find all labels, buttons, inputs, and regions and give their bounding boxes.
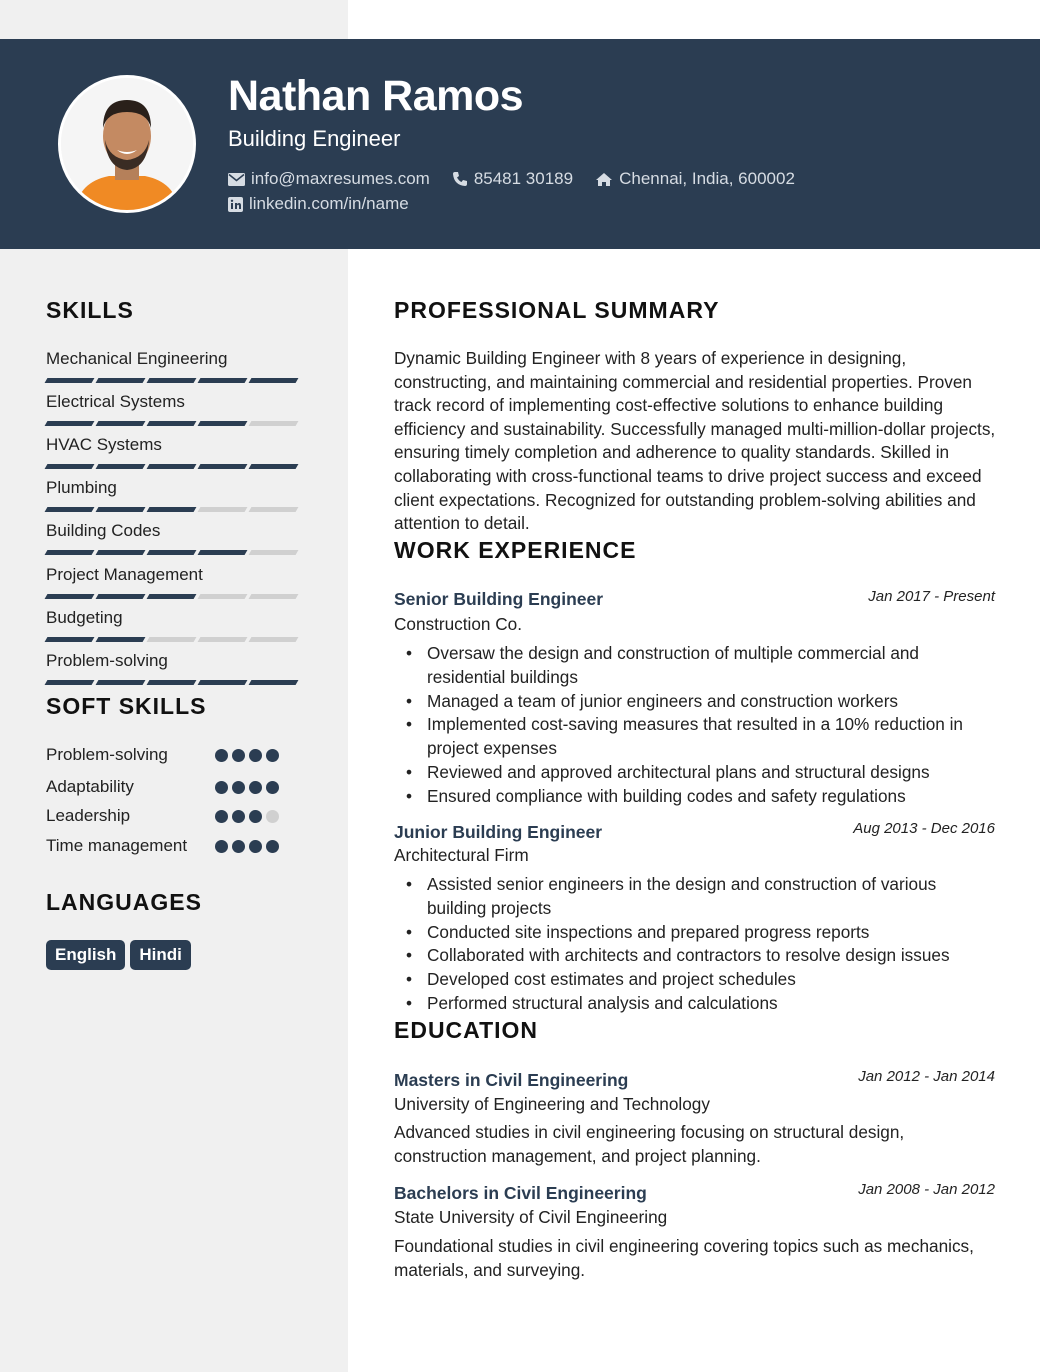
resume-header: [0, 39, 1040, 249]
job-bullet: • Managed a team of junior engineers and construction workers: [394, 690, 996, 714]
skill-level-bar: [46, 464, 302, 469]
soft-skill-name: Leadership: [46, 806, 131, 825]
skill-level-bar: [46, 507, 302, 512]
email-text: info@maxresumes.com: [251, 169, 430, 188]
language-tag: Hindi: [130, 940, 191, 970]
job-bullet: • Implemented cost-saving measures that resulted in a 10% reduction in project expenses: [394, 713, 996, 761]
rating-dot-empty: [266, 810, 279, 823]
skill-level-segment-filled: [45, 680, 95, 685]
skill-level-bar: [46, 594, 302, 599]
education-heading: EDUCATION: [394, 1017, 539, 1043]
candidate-name: Nathan Ramos: [228, 72, 524, 120]
rating-dot-filled: [215, 810, 228, 823]
linkedin-text: linkedin.com/in/name: [249, 194, 409, 213]
skill-level-segment-empty: [198, 637, 248, 642]
skill-name: Electrical Systems: [46, 392, 185, 411]
skill-level-segment-filled: [147, 464, 197, 469]
phone-text: 85481 30189: [473, 169, 574, 188]
skill-level-segment-empty: [249, 637, 299, 642]
degree-description: Foundational studies in civil engineering covering topics such as mechanics, materials, and surveying.: [394, 1236, 974, 1280]
skill-level-segment-filled: [249, 378, 299, 383]
skill-level-segment-filled: [96, 507, 146, 512]
rating-dot-filled: [215, 749, 228, 762]
skill-level-bar: [46, 550, 302, 555]
skill-level-segment-empty: [147, 637, 197, 642]
skill-level-segment-filled: [96, 680, 146, 685]
job-bullet: • Ensured compliance with building codes and safety regulations: [394, 785, 996, 809]
contact-phone[interactable]: [452, 169, 573, 189]
soft-skill-rating: [215, 840, 283, 853]
contact-row: [228, 169, 817, 189]
languages-heading: LANGUAGES: [46, 889, 202, 915]
skill-level-segment-filled: [249, 680, 299, 685]
summary-text: Dynamic Building Engineer with 8 years of experience in designing, constructing, and maintaining commercial and residential properties. Proven track record of implementing cost-effective solutions to enhance building efficiency and sustainability. Successfully managed multi-million-dollar projects, ensuring timely completion and adherence to quality standards. Skilled in collaborating with cross-functional teams to drive project success and exceed client expectations. Recognized for outstanding problem-solving abilities and attention to detail.: [394, 348, 996, 534]
soft-skill-name: Problem-solving: [46, 745, 168, 764]
degree-description: Advanced studies in civil engineering focusing on structural design, construction management, and project planning.: [394, 1122, 905, 1166]
skill-name: Project Management: [46, 565, 203, 584]
contact-email[interactable]: [228, 169, 430, 189]
skill-level-segment-filled: [147, 550, 197, 555]
skill-level-segment-filled: [147, 507, 197, 512]
job-bullet: • Developed cost estimates and project schedules: [394, 968, 996, 992]
skill-name: Plumbing: [46, 478, 117, 497]
skill-level-segment-filled: [198, 464, 248, 469]
skill-level-segment-filled: [96, 421, 146, 426]
job-bullet: • Assisted senior engineers in the design and construction of various building projects: [394, 873, 996, 921]
summary-heading: PROFESSIONAL SUMMARY: [394, 297, 720, 323]
rating-dot-filled: [249, 749, 262, 762]
school-name: University of Engineering and Technology: [394, 1094, 710, 1114]
soft-skill-rating: [215, 781, 283, 794]
skill-item: [46, 565, 302, 599]
skill-name: Budgeting: [46, 608, 123, 627]
job-title: Junior Building Engineer: [394, 822, 603, 842]
job-dates: Aug 2013 - Dec 2016: [853, 820, 995, 837]
linkedin-row: [228, 194, 431, 214]
language-tag: English: [46, 940, 125, 970]
experience-heading: WORK EXPERIENCE: [394, 537, 637, 563]
rating-dot-filled: [232, 810, 245, 823]
rating-dot-filled: [266, 840, 279, 853]
phone-icon: [452, 171, 468, 187]
skill-level-segment-filled: [45, 464, 95, 469]
skill-level-segment-filled: [45, 594, 95, 599]
skill-level-segment-filled: [198, 680, 248, 685]
skill-level-segment-filled: [147, 421, 197, 426]
skill-level-segment-empty: [198, 594, 248, 599]
language-tags: [46, 940, 196, 970]
skill-level-bar: [46, 421, 302, 426]
rating-dot-filled: [232, 781, 245, 794]
skill-level-segment-filled: [96, 637, 146, 642]
profile-photo: [61, 78, 193, 210]
skill-level-segment-filled: [96, 594, 146, 599]
contact-linkedin[interactable]: [228, 194, 409, 214]
job-bullet: • Performed structural analysis and calculations: [394, 992, 996, 1016]
job-bullets: [394, 642, 996, 809]
skill-name: Problem-solving: [46, 651, 168, 670]
avatar: [58, 75, 196, 213]
skill-level-segment-filled: [45, 637, 95, 642]
skill-name: Mechanical Engineering: [46, 349, 228, 368]
skill-level-segment-filled: [147, 378, 197, 383]
soft-skill-rating: [215, 810, 283, 823]
envelope-icon: [228, 173, 245, 186]
skill-level-segment-filled: [96, 550, 146, 555]
degree-dates: Jan 2012 - Jan 2014: [858, 1068, 995, 1085]
degree-title: Bachelors in Civil Engineering: [394, 1183, 647, 1203]
skill-level-segment-empty: [249, 594, 299, 599]
skill-name: HVAC Systems: [46, 435, 162, 454]
skill-level-segment-filled: [198, 550, 248, 555]
degree-title: Masters in Civil Engineering: [394, 1070, 629, 1090]
skill-level-segment-filled: [147, 594, 197, 599]
contact-location: [595, 169, 795, 189]
skill-level-bar: [46, 680, 302, 685]
job-bullet: • Reviewed and approved architectural plans and structural designs: [394, 761, 996, 785]
soft-skill-name: Adaptability: [46, 777, 134, 796]
skill-level-segment-filled: [96, 378, 146, 383]
candidate-title: Building Engineer: [228, 126, 401, 151]
school-name: State University of Civil Engineering: [394, 1207, 668, 1227]
skill-level-bar: [46, 637, 302, 642]
skill-item: [46, 435, 302, 469]
skill-level-segment-empty: [249, 550, 299, 555]
soft-skill-rating: [215, 749, 283, 762]
skill-level-segment-filled: [45, 550, 95, 555]
skill-level-segment-filled: [96, 464, 146, 469]
home-icon: [595, 172, 613, 187]
skill-level-bar: [46, 378, 302, 383]
skill-level-segment-filled: [45, 378, 95, 383]
job-bullet: • Conducted site inspections and prepared progress reports: [394, 921, 996, 945]
soft-skill-name: Time management: [46, 836, 188, 855]
skill-item: [46, 651, 302, 685]
rating-dot-filled: [249, 810, 262, 823]
rating-dot-filled: [215, 840, 228, 853]
skill-level-segment-filled: [45, 507, 95, 512]
skill-item: [46, 349, 302, 383]
location-text: Chennai, India, 600002: [619, 169, 795, 188]
rating-dot-filled: [266, 749, 279, 762]
soft-skills-heading: SOFT SKILLS: [46, 693, 207, 719]
skills-heading: SKILLS: [46, 297, 134, 323]
skill-level-segment-empty: [198, 507, 248, 512]
skill-level-segment-filled: [198, 378, 248, 383]
job-title: Senior Building Engineer: [394, 589, 604, 609]
job-company: Construction Co.: [394, 614, 523, 634]
job-company: Architectural Firm: [394, 845, 529, 865]
rating-dot-filled: [249, 840, 262, 853]
skill-level-segment-empty: [249, 421, 299, 426]
skill-level-segment-empty: [249, 507, 299, 512]
job-bullets: [394, 873, 996, 1016]
skill-name: Building Codes: [46, 521, 161, 540]
skill-item: [46, 521, 302, 555]
job-bullet: • Oversaw the design and construction of multiple commercial and residential buildings: [394, 642, 996, 690]
job-bullet: • Collaborated with architects and contractors to resolve design issues: [394, 944, 996, 968]
skill-item: [46, 392, 302, 426]
skill-level-segment-filled: [198, 421, 248, 426]
job-dates: Jan 2017 - Present: [868, 588, 995, 605]
skill-level-segment-filled: [249, 464, 299, 469]
skill-item: [46, 478, 302, 512]
rating-dot-filled: [232, 840, 245, 853]
rating-dot-filled: [249, 781, 262, 794]
rating-dot-filled: [215, 781, 228, 794]
skill-item: [46, 608, 302, 642]
degree-dates: Jan 2008 - Jan 2012: [858, 1181, 995, 1198]
rating-dot-filled: [232, 749, 245, 762]
rating-dot-filled: [266, 781, 279, 794]
linkedin-icon: [228, 197, 243, 212]
skill-level-segment-filled: [45, 421, 95, 426]
skill-level-segment-filled: [147, 680, 197, 685]
